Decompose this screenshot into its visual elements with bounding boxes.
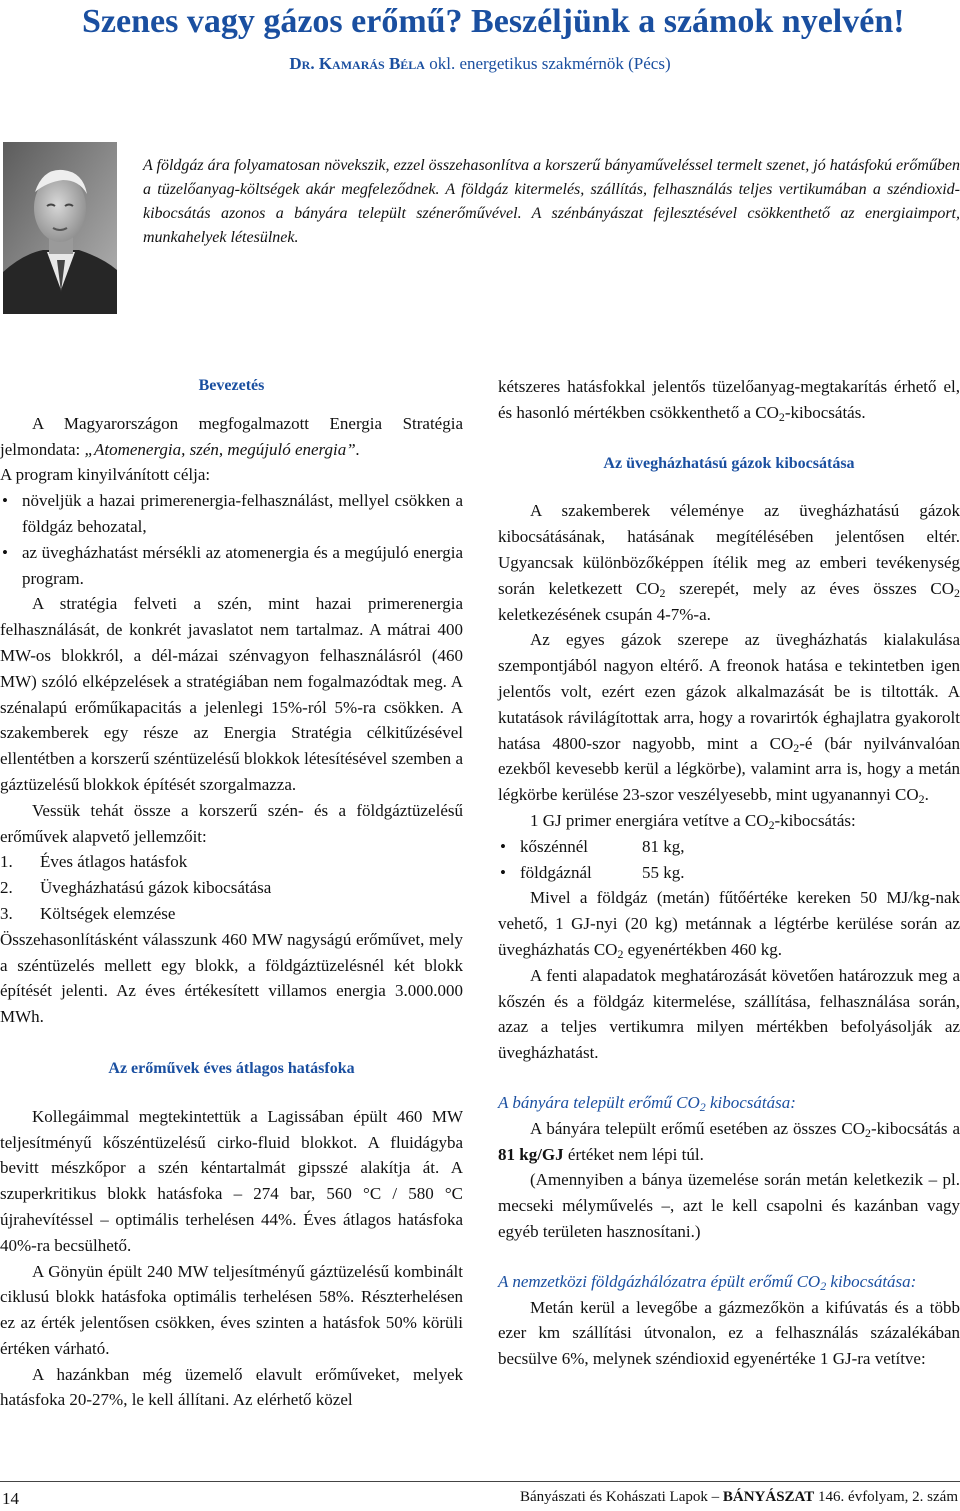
emphasis: 81 kg/GJ xyxy=(498,1144,564,1164)
text: A Magyarországon megfogalmazott Energia Stratégia jelmondata: xyxy=(0,413,463,459)
abstract: A földgáz ára folyamatosan növekszik, ezzel összehasonlítva a korszerű bányaműveléssel termelt szenet, jó hatásfokú erőműben a tüzelőanyag-költségek akár megfeleződnek. A földgáz kitermelés, szállítás, felhasználás teljes vertikumában a széndioxid-kibocsátás azonos a bányára települt szénerőművével. A szénbányászat fejlesztésével csökkenthető az energiaimport, munkahelyek létesülnek. xyxy=(143,157,960,246)
paragraph: Kollegáimmal megtekintettük a Lagissában épült 460 MW teljesítményű kőszéntüzelésű cirko-fluid blokkot. A fluidágyba bevitt mészkőpor a szén kéntartalmát gipsszé alakítja át. A szuperkritikus blokk hatásfoka – 274 bar, 560 °C / 580 °C újrahevítéssel – optimális terhelésen 44%. Éves átlagos hatásfoka 40%-ra becsülhető. xyxy=(0,1106,463,1255)
page-number: 14 xyxy=(2,1489,19,1508)
numbered-item xyxy=(0,901,463,927)
text: -kibocsátás a xyxy=(871,1118,960,1138)
paragraph xyxy=(498,627,960,808)
text: A bányára települt erőmű esetében az összes CO xyxy=(530,1118,866,1138)
text: egyenértékben 460 kg. xyxy=(623,939,783,959)
item-number: 3. xyxy=(0,903,13,923)
heading-greenhouse-gases: Az üvegházhatású gázok kibocsátása xyxy=(603,454,855,472)
text: keletkezésének csupán 4-7%-a. xyxy=(498,604,711,624)
text: A nemzetközi földgázhálózatra épült erőmű CO xyxy=(498,1271,821,1291)
journal-footer xyxy=(520,1489,958,1506)
bullet-item xyxy=(498,834,960,860)
article-title: Szenes vagy gázos erőmű? Beszéljünk a számok nyelvén! xyxy=(82,3,905,40)
author-title: okl. energetikus szakmérnök (Pécs) xyxy=(424,54,671,73)
text: kibocsátása: xyxy=(826,1271,917,1291)
author-byline xyxy=(0,54,960,74)
paragraph: Vessük tehát össze a korszerű szén- és a földgáztüzelésű erőművek alapvető jellemzőit: xyxy=(0,800,463,846)
text: A szakemberek véleménye az üvegházhatású gázok kibocsátásának, hatásának megítélésében jelentősen eltér. Ugyancsak különbözőképpen ítélik meg az emberi tevékenység során keletkezett CO xyxy=(498,501,960,598)
right-column xyxy=(498,374,960,1372)
author-portrait-image xyxy=(3,142,117,314)
text: -é (bár nyilvánvalóan ezekből kevesebb kerül a légkörbe), valamint arra is, hogy a metán légkörbe kerülése 23-szor veszélyesebb, mint ugyanannyi CO xyxy=(498,733,960,805)
slogan: „Atomenergia, szén, megújuló energia”. xyxy=(84,439,360,459)
heading-introduction: Bevezetés xyxy=(198,377,265,394)
paragraph xyxy=(498,885,960,962)
item-label: Költségek elemzése xyxy=(40,903,176,923)
bullet-item: • az üvegházhatást mérsékli az atomenergia és a megújuló energia program. xyxy=(0,540,463,592)
paragraph: (Amennyiben a bánya üzemelése során metán keletkezik – pl. mecseki mélyművelés –, azt le kell csapolni és kazánban vagy egyéb területen hasznosítani.) xyxy=(498,1170,960,1241)
footer-rule xyxy=(0,1481,960,1482)
item-value: 55 kg. xyxy=(642,862,685,882)
subheading-mine-plant xyxy=(498,1090,960,1116)
text: A bányára települt erőmű CO xyxy=(498,1092,700,1112)
paragraph xyxy=(498,498,960,627)
text: kibocsátása: xyxy=(705,1092,796,1112)
paragraph: A fenti alapadatok meghatározását követően határozzuk meg a kőszén és a földgáz kitermelése, szállítása, felhasználása során, azaz a teljes vertikumra milyen mértékben befolyásolják az üvegházhatást. xyxy=(498,965,960,1063)
text: . xyxy=(924,785,929,805)
numbered-item xyxy=(0,849,463,875)
journal-section: BÁNYÁSZAT xyxy=(722,1489,815,1505)
text: értéket nem lépi túl. xyxy=(563,1144,704,1164)
paragraph xyxy=(498,374,960,426)
paragraph: A Gönyün épült 240 MW teljesítményű gáztüzelésű kombinált ciklusú blokk hatásfoka optimális terhelésen 58%. Részterhelésen ez az érték jelentősen csökken, éves szinten a hatásfok 50% körüli értéken várható. xyxy=(0,1261,463,1358)
subscript: 2 xyxy=(865,1125,871,1140)
text: -kibocsátás: xyxy=(774,810,856,830)
item-value: 81 kg, xyxy=(642,836,685,856)
subscript: 2 xyxy=(617,946,624,961)
paragraph: A program kinyilvánított célja: xyxy=(0,465,211,485)
item-label: Üvegházhatású gázok kibocsátása xyxy=(40,878,272,898)
text: -kibocsátás. xyxy=(784,402,866,422)
item-number: 2. xyxy=(0,878,13,898)
paragraph: Metán kerül a levegőbe a gázmezőkön a kifúvatás és a több ezer km szállítási útvonalon, ez a felhasználás százalékában becsülve 6%, melynek széndioxid egyenértéke 1 GJ-ra vetítve: xyxy=(498,1297,960,1369)
bullet-item xyxy=(498,860,960,886)
paragraph xyxy=(498,808,960,834)
subscript: 2 xyxy=(768,817,775,832)
text: szerepét, mely az éves összes CO xyxy=(665,578,955,598)
subscript: 2 xyxy=(793,740,800,755)
item-label: kőszénnél xyxy=(520,836,588,856)
paragraph xyxy=(498,1116,960,1168)
subscript: 2 xyxy=(954,585,960,600)
subscript: 2 xyxy=(659,585,666,600)
subscript: 2 xyxy=(778,409,785,424)
text: Mivel a földgáz (metán) fűtőértéke kereken 50 MJ/kg-nak vehető, 1 GJ-nyi (20 kg) metánnak a légtérbe kerülése során az üvegházhatás CO xyxy=(498,888,960,959)
paragraph: A hazánkban még üzemelő elavult erőműveket, melyek hatásfoka 20-27%, le kell állítani. Az elérhető közel xyxy=(0,1364,463,1410)
journal-name: Bányászati és Kohászati Lapok – xyxy=(520,1489,723,1505)
item-number: 1. xyxy=(0,852,13,872)
subscript: 2 xyxy=(699,1099,706,1114)
subscript: 2 xyxy=(918,792,925,807)
heading-efficiency: Az erőművek éves átlagos hatásfoka xyxy=(108,1059,355,1077)
text: 1 GJ primer energiára vetítve a CO xyxy=(530,810,769,830)
item-label: Éves átlagos hatásfok xyxy=(40,852,188,872)
author-photo xyxy=(3,142,117,314)
bullet-item: • növeljük a hazai primerenergia-felhasználást, mellyel csökken a földgáz behozatal, xyxy=(0,488,463,540)
paragraph xyxy=(0,411,463,463)
left-column xyxy=(0,373,463,1413)
author-name: Dr. Kamarás Béla xyxy=(289,54,425,73)
numbered-item xyxy=(0,875,463,901)
item-label: földgáznál xyxy=(520,862,592,882)
text: Az egyes gázok szerepe az üvegházhatás kialakulása szempontjából nagyon eltérő. A freonok hatása e tekintetben igen jelentős volt, ezért ezen gázok alkalmazását be is tiltották. A kutatások rávilágítottak arra, hogy a rovarirtók éghajlatra gyakorolt hatása 4800-szor nagyobb, mint a CO xyxy=(498,630,960,753)
journal-issue: 146. évfolyam, 2. szám xyxy=(814,1489,958,1505)
text: kétszeres hatásfokkal jelentős tüzelőanyag-megtakarítás érhető el, és hasonló mértékben csökkenthető a CO xyxy=(498,377,960,422)
paragraph: Összehasonlításként válasszunk 460 MW nagyságú erőművet, mely a széntüzelés mellett egy blokk, a földgáztüzelésnél két blokk építését jelenti. Az éves értékesített villamos energia 3.000.000 MWh. xyxy=(0,929,463,1027)
paragraph: A stratégia felveti a szén, mint hazai primerenergia felhasználását, de konkrét javaslatot nem tartalmaz. A mátrai 400 MW-os blokkról, a dél-mázai szénvagyon felhasználásról (460 MW) szóló elképzelések a stratégiában nem fogalmazódtak meg. A szénalapú erőműkapacitás a jelenlegi 15%-ról 5%-ra csökken. A szakemberek egy része az Energia Stratégia célkitűzésével ellentétben a korszerű széntüzelésű blokkok létesítésével szemben a gáztüzelésű blokkok építését szorgalmazza. xyxy=(0,594,463,794)
subscript: 2 xyxy=(820,1278,827,1293)
subheading-gas-network-plant xyxy=(498,1269,960,1295)
